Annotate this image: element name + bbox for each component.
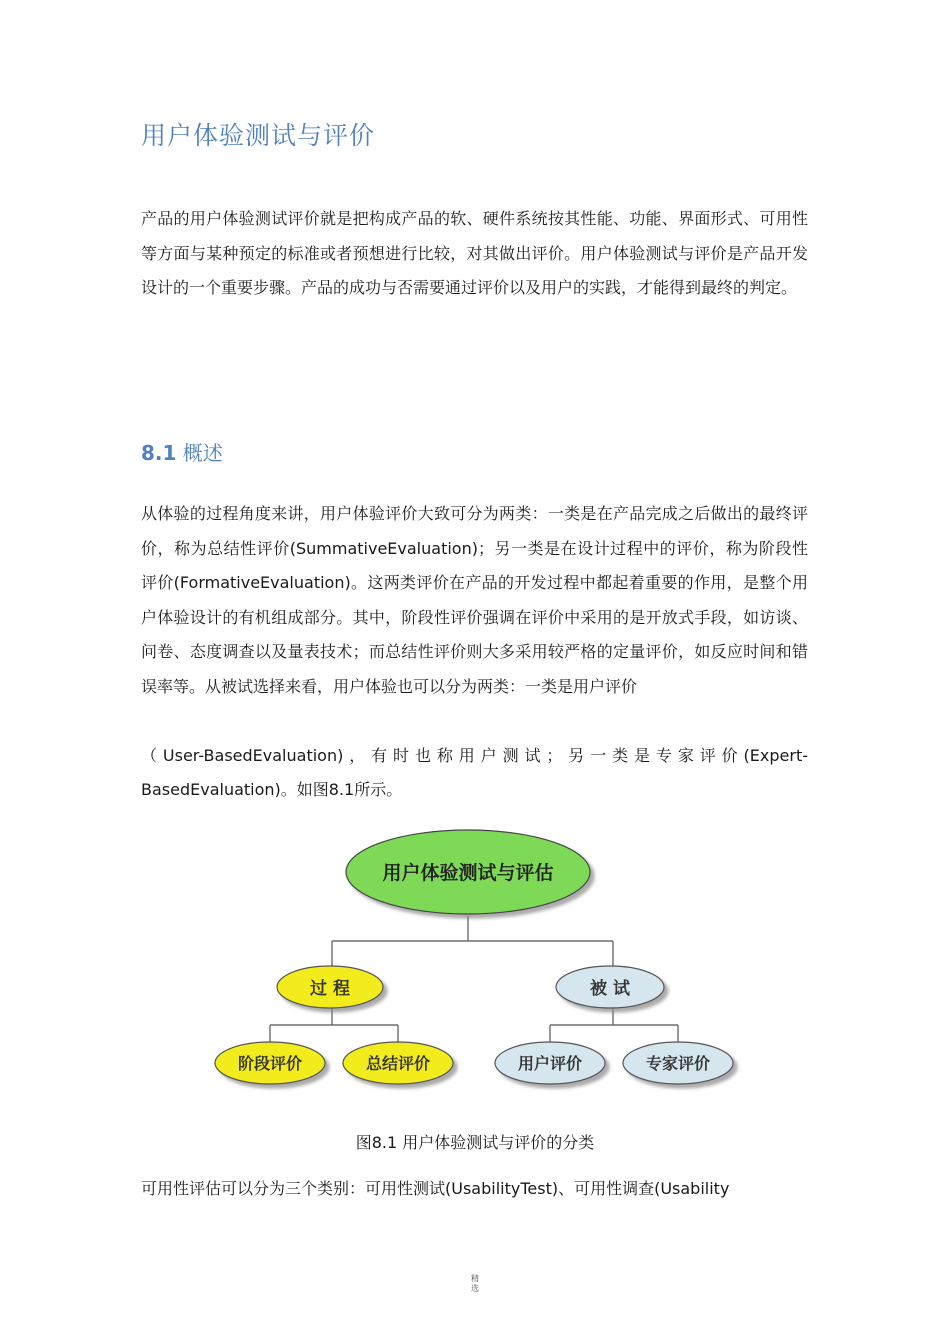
overview-paragraph-line: BasedEvaluation)。如图8.1所示。	[141, 780, 403, 799]
intro-paragraph: 产品的用户体验测试评价就是把构成产品的软、硬件系统按其性能、功能、界面形式、可用性等方面与某种预定的标准或者预想进行比较，对其做出评价。用户体验测试与评价是产品开发设计的一个重要步骤。产品的成功与否需要通过评价以及用户的实践，才能得到最终的判定。	[141, 209, 808, 297]
subject-node	[556, 966, 664, 1008]
page-footer	[0, 1274, 950, 1294]
root-label: 用户体验测试与评估	[382, 862, 554, 884]
leaf-node-expert	[623, 1042, 733, 1084]
footer-char: 选	[471, 1284, 479, 1293]
leaf-node-stage	[215, 1042, 325, 1084]
process-node	[277, 966, 383, 1008]
expert-label: 专家评价	[645, 1054, 711, 1073]
overview-paragraph-line: （User-BasedEvaluation)，有时也称用户测试；另一类是专家评价(Expert-	[141, 746, 808, 765]
footer-char: 精	[471, 1274, 479, 1283]
user-label: 用户评价	[517, 1054, 583, 1073]
figure-caption: 图8.1 用户体验测试与评价的分类	[355, 1133, 595, 1152]
page-title: 用户体验测试与评价	[141, 121, 376, 150]
section-heading	[141, 437, 223, 466]
stage-label: 阶段评价	[237, 1054, 303, 1073]
leaf-node-summary	[343, 1042, 453, 1084]
leaf-node-user	[495, 1042, 605, 1084]
overview-paragraph: 从体验的过程角度来讲，用户体验评价大致可分为两类：一类是在产品完成之后做出的最终评价，称为总结性评价(SummativeEvaluation)；另一类是在设计过程中的评价，称为阶段性评价(FormativeEvaluation)。这两类评价在产品的开发过程中都起着重要的作用，是整个用户体验设计的有机组成部分。其中，阶段性评价强调在评价中采用的是开放式手段，如访谈、问卷、态度调查以及量表技术；而总结性评价则大多采用较严格的定量评价，如反应时间和错误率等。从被试选择来看，用户体验也可以分为两类：一类是用户评价	[141, 504, 808, 696]
process-label: 过 程	[310, 979, 350, 999]
root-node	[346, 830, 590, 914]
subject-label: 被 试	[590, 979, 630, 999]
classification-diagram	[210, 828, 750, 1098]
summary-label: 总结评价	[365, 1054, 431, 1073]
section-number: 8.1	[141, 441, 177, 465]
usability-paragraph: 可用性评估可以分为三个类别：可用性测试(UsabilityTest)、可用性调查(Usability	[141, 1179, 730, 1198]
section-title: 概述	[182, 441, 223, 465]
